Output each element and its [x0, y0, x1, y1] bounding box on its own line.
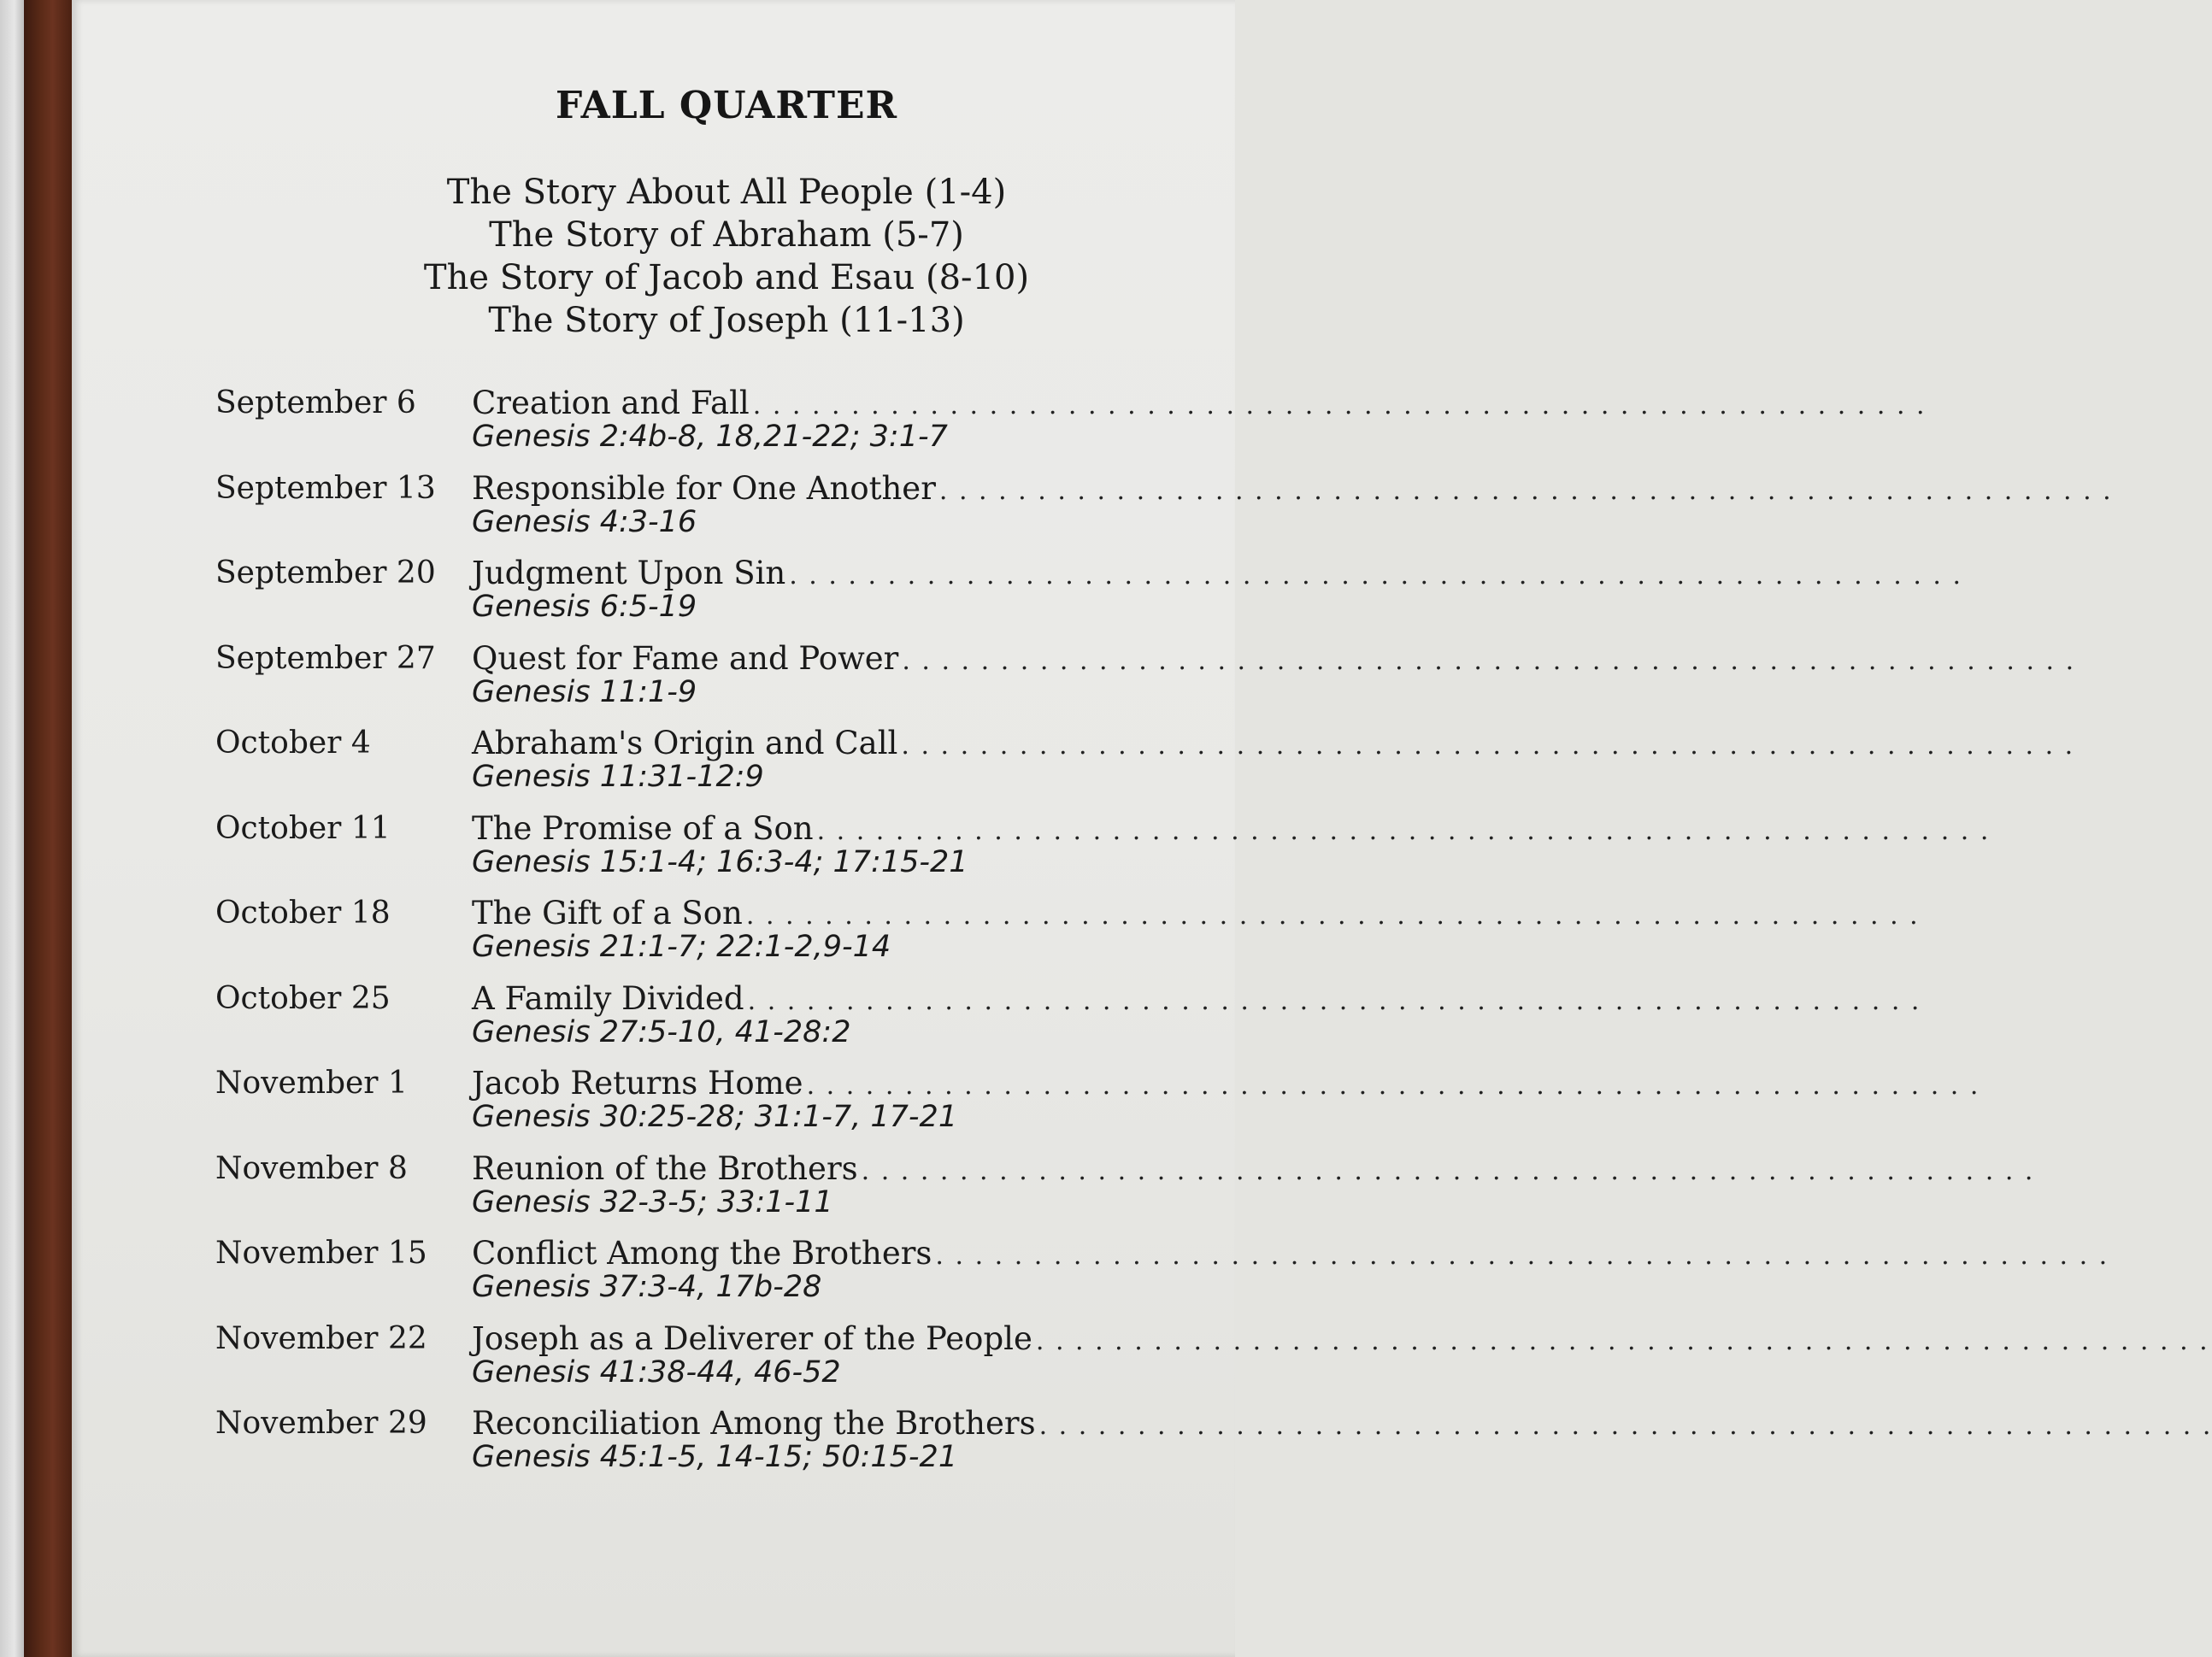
dot-leader: . . . . . . . . . . . . . . . . . . . . . . . . . . . . . . . . . . . . . . . . . . . . . . . . . . . . . . . . . . . . — [902, 645, 2076, 676]
lesson-title: Reconciliation Among the Brothers — [472, 1405, 1036, 1442]
dot-leader: . . . . . . . . . . . . . . . . . . . . . . . . . . . . . . . . . . . . . . . . . . . . . . . . . . . . . . . . . . . . — [747, 985, 1921, 1016]
page-edge — [0, 0, 24, 1657]
lesson-scripture: Genesis 11:31-12:9 — [472, 760, 764, 794]
lesson-row — [215, 385, 1927, 470]
story-line: The Story About All People (1-4) — [446, 173, 1007, 212]
dot-leader: . . . . . . . . . . . . . . . . . . . . . . . . . . . . . . . . . . . . . . . . . . . . . . . . . . . . . . . . . . . . — [816, 815, 1991, 846]
lesson-schedule — [215, 385, 2212, 1490]
dot-leader: . . . . . . . . . . . . . . . . . . . . . . . . . . . . . . . . . . . . . . . . . . . . . . . . . . . . . . . . . . . . — [789, 561, 1963, 591]
dot-leader: . . . . . . . . . . . . . . . . . . . . . . . . . . . . . . . . . . . . . . . . . . . . . . . . . . . . . . . . . . . . — [935, 1241, 2109, 1271]
lesson-date: November 22 — [215, 1320, 427, 1356]
dot-leader: . . . . . . . . . . . . . . . . . . . . . . . . . . . . . . . . . . . . . . . . . . . . . . . . . . . . . . . . . . . . — [806, 1071, 1980, 1101]
lesson-scripture: Genesis 2:4b-8, 18,21-22; 3:1-7 — [472, 420, 948, 454]
lesson-date: November 15 — [215, 1236, 427, 1271]
lesson-title: A Family Divided — [472, 979, 744, 1017]
lesson-title: Judgment Upon Sin — [472, 555, 786, 591]
lesson-date: October 11 — [215, 810, 391, 846]
lesson-scripture: Genesis 32-3-5; 33:1-11 — [472, 1184, 833, 1219]
lesson-row — [215, 1235, 2109, 1320]
dot-leader: . . . . . . . . . . . . . . . . . . . . . . . . . . . . . . . . . . . . . . . . . . . . . . . . . . . . . . . . . . . . — [901, 731, 2075, 761]
lesson-date: September 27 — [215, 640, 436, 676]
lesson-scripture: Genesis 6:5-19 — [472, 590, 697, 624]
lesson-row — [215, 555, 1963, 640]
lesson-date: October 4 — [215, 726, 371, 761]
lesson-scripture: Genesis 30:25-28; 31:1-7, 17-21 — [472, 1100, 958, 1134]
lesson-date: September 13 — [215, 470, 436, 506]
lesson-title: Joseph as a Deliverer of the People — [472, 1319, 1032, 1357]
lesson-date: October 18 — [215, 896, 391, 931]
lesson-title: Quest for Fame and Power — [472, 639, 899, 677]
story-line: The Story of Joseph (11-13) — [488, 301, 965, 340]
lesson-scripture: Genesis 15:1-4; 16:3-4; 17:15-21 — [472, 844, 968, 879]
lesson-date: September 20 — [215, 555, 436, 591]
dot-leader: . . . . . . . . . . . . . . . . . . . . . . . . . . . . . . . . . . . . . . . . . . . . . . . . . . . . . . . . . . . . — [1035, 1325, 2209, 1356]
lesson-title: Abraham's Origin and Call — [472, 725, 898, 761]
lesson-scripture: Genesis 27:5-10, 41-28:2 — [472, 1014, 851, 1049]
dot-leader: . . . . . . . . . . . . . . . . . . . . . . . . . . . . . . . . . . . . . . . . . . . . . . . . . . . . . . . . . . . . — [1038, 1411, 2212, 1441]
lesson-title: Conflict Among the Brothers — [472, 1235, 932, 1272]
book-binding — [24, 0, 72, 1657]
lesson-date: November 1 — [215, 1066, 408, 1101]
dot-leader: . . . . . . . . . . . . . . . . . . . . . . . . . . . . . . . . . . . . . . . . . . . . . . . . . . . . . . . . . . . . — [752, 391, 1927, 420]
lesson-date: November 29 — [215, 1406, 427, 1441]
lesson-date: November 8 — [215, 1150, 408, 1186]
lesson-scripture: Genesis 41:38-44, 46-52 — [472, 1354, 841, 1390]
lesson-row — [215, 1405, 2212, 1490]
lesson-date: October 25 — [215, 980, 391, 1016]
lesson-title: Responsible for One Another — [472, 469, 936, 507]
lesson-title: The Gift of a Son — [472, 895, 743, 931]
lesson-row — [215, 1149, 2035, 1236]
lesson-row — [215, 1065, 1980, 1150]
story-line: The Story of Jacob and Esau (8-10) — [423, 258, 1030, 297]
lesson-row — [215, 639, 2076, 726]
lesson-scripture: Genesis 11:1-9 — [472, 674, 697, 709]
story-list — [376, 171, 1077, 342]
lesson-row — [215, 725, 2075, 810]
lesson-row — [215, 1319, 2209, 1406]
lesson-row — [215, 809, 1991, 896]
story-line: The Story of Abraham (5-7) — [489, 215, 964, 255]
lesson-title: Reunion of the Brothers — [472, 1149, 858, 1187]
lesson-row — [215, 895, 1920, 980]
lesson-date: September 6 — [215, 385, 416, 420]
page-title: FALL QUARTER — [555, 84, 898, 127]
dot-leader: . . . . . . . . . . . . . . . . . . . . . . . . . . . . . . . . . . . . . . . . . . . . . . . . . . . . . . . . . . . . — [745, 901, 1920, 931]
lesson-title: Jacob Returns Home — [472, 1065, 803, 1102]
lesson-row — [215, 979, 1921, 1066]
lesson-title: Creation and Fall — [472, 385, 750, 421]
dot-leader: . . . . . . . . . . . . . . . . . . . . . . . . . . . . . . . . . . . . . . . . . . . . . . . . . . . . . . . . . . . . — [938, 475, 2113, 506]
lesson-row — [215, 469, 2113, 555]
lesson-title: The Promise of a Son — [472, 809, 814, 847]
lesson-scripture: Genesis 37:3-4, 17b-28 — [472, 1270, 822, 1304]
lesson-scripture: Genesis 4:3-16 — [472, 504, 697, 539]
lesson-scripture: Genesis 45:1-5, 14-15; 50:15-21 — [472, 1440, 958, 1474]
dot-leader: . . . . . . . . . . . . . . . . . . . . . . . . . . . . . . . . . . . . . . . . . . . . . . . . . . . . . . . . . . . . — [861, 1155, 2035, 1186]
lesson-scripture: Genesis 21:1-7; 22:1-2,9-14 — [472, 930, 891, 964]
